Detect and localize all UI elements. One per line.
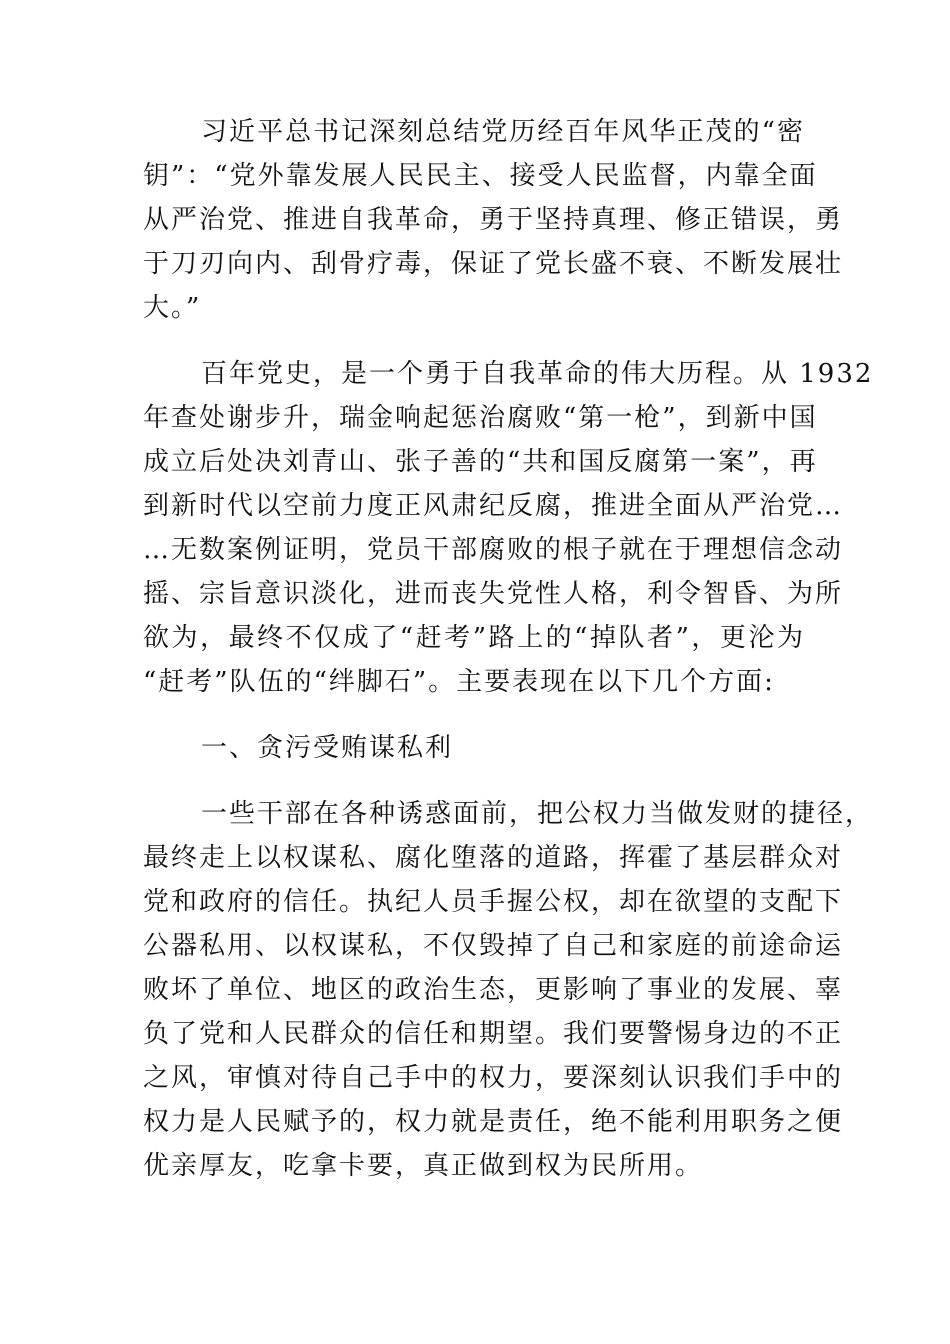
paragraph-line: 最终走上以权谋私、腐化堕落的道路，挥霍了基层群众对 — [143, 843, 844, 873]
paragraph-line: 摇、宗旨意识淡化，进而丧失党性人格，利令智昏、为所 — [143, 579, 844, 609]
paragraph-line: 公器私用、以权谋私，不仅毁掉了自己和家庭的前途命运 — [143, 931, 844, 961]
paragraph-line: 钥”：“党外靠发展人民民主、接受人民监督，内靠全面 — [143, 161, 818, 191]
document-body — [143, 110, 874, 1188]
paragraph-line: 之风，审慎对待自己手中的权力，要深刻认识我们手中的 — [143, 1063, 844, 1093]
section-heading — [143, 726, 805, 770]
heading-text: 一、贪污受贿谋私利 — [201, 733, 454, 763]
paragraph-1 — [143, 110, 844, 330]
paragraph-line: 年查处谢步升，瑞金响起惩治腐败“第一枪”，到新中国 — [143, 403, 818, 433]
paragraph-line: 大。” — [143, 293, 202, 323]
paragraph-line: 一些干部在各种诱惑面前，把公权力当做发财的捷径， — [201, 799, 874, 829]
paragraph-line: …无数案例证明，党员干部腐败的根子就在于理想信念动 — [143, 535, 844, 565]
paragraph-line: 到新时代以空前力度正风肃纪反腐，推进全面从严治党… — [143, 491, 844, 521]
paragraph-line: 于刀刃向内、刮骨疗毒，保证了党长盛不衰、不断发展壮 — [143, 249, 844, 279]
paragraph-line: 从严治党、推进自我革命，勇于坚持真理、修正错误，勇 — [143, 205, 844, 235]
paragraph-line: 败坏了单位、地区的政治生态，更影响了事业的发展、辜 — [143, 975, 844, 1005]
paragraph-line: 欲为，最终不仅成了“赶考”路上的“掉队者”，更沦为 — [143, 623, 805, 653]
paragraph-line: 权力是人民赋予的，权力就是责任，绝不能利用职务之便 — [143, 1107, 844, 1137]
paragraph-line: “赶考”队伍的“绊脚石”。主要表现在以下几个方面: — [143, 667, 775, 697]
paragraph-line: 负了党和人民群众的信任和期望。我们要警惕身边的不正 — [143, 1019, 844, 1049]
paragraph-line: 百年党史，是一个勇于自我革命的伟大历程。从 1932 — [201, 359, 874, 389]
paragraph-line: 党和政府的信任。执纪人员手握公权，却在欲望的支配下 — [143, 887, 844, 917]
paragraph-3 — [143, 792, 874, 1188]
paragraph-2 — [143, 352, 874, 704]
paragraph-line: 习近平总书记深刻总结党历经百年风华正茂的“密 — [201, 117, 805, 147]
paragraph-line: 优亲厚友，吃拿卡要，真正做到权为民所用。 — [143, 1151, 704, 1181]
paragraph-line: 成立后处决刘青山、张子善的“共和国反腐第一案”，再 — [143, 447, 818, 477]
